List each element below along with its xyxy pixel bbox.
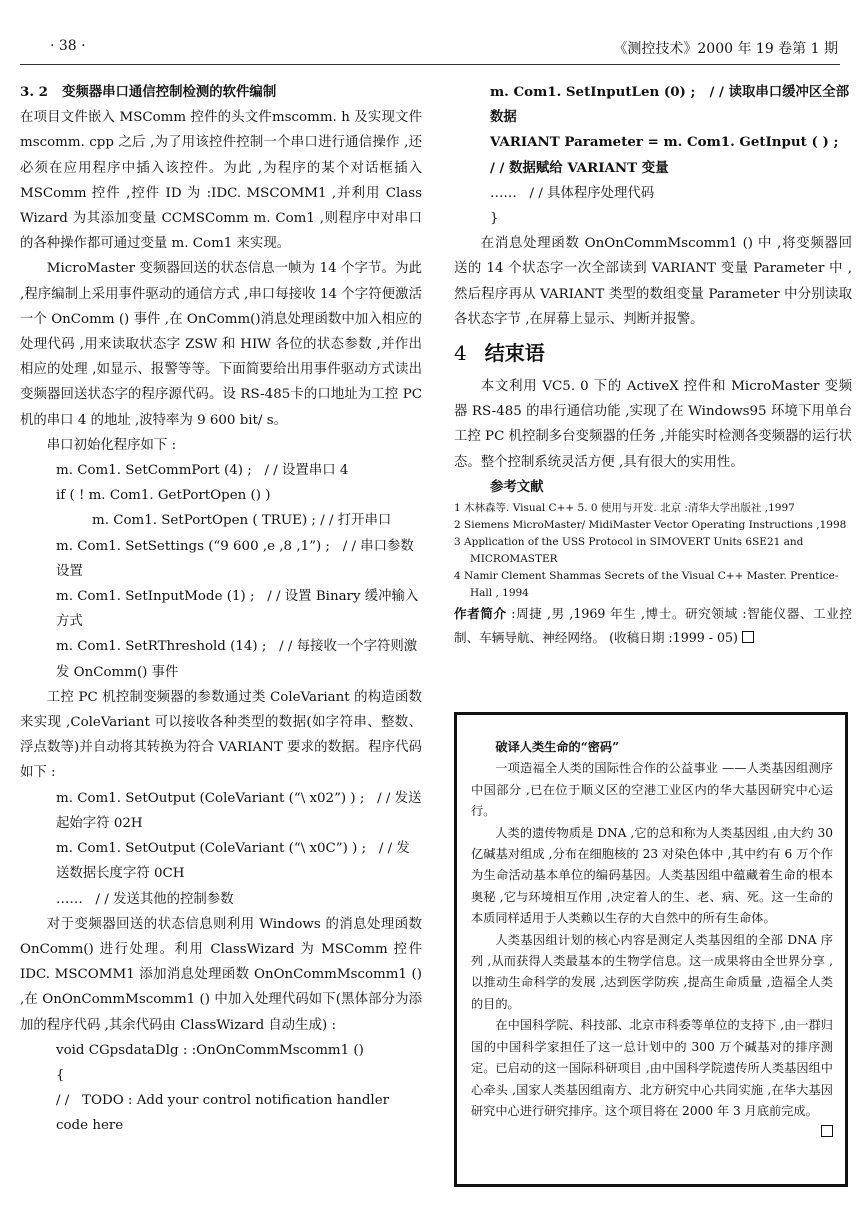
left-column <box>20 80 422 1139</box>
box-title: 破译人类生命的“密码” <box>495 740 620 754</box>
box-end <box>471 1122 833 1143</box>
code-line: m. Com1. SetInputLen (0) ; / / 读取串口缓冲区全部数据 <box>490 84 850 126</box>
box-paragraph: 在中国科学院、科技部、北京市科委等单位的支持下 ,由一群归国的中国科学家担任了这一总计划中的 300 万个碱基对的排序测定。已启动的这一国际科研项目 ,由中国科学院遗传所人类基因组中心牵头 ,国家人类基因组南方、北方研究中心共同实施 ,在华大基因研究中心进行研究排序。这个项目将在 2000 年 3 月底前完成。 <box>471 1018 833 1118</box>
box-paragraph: 一项造福全人类的国际性合作的公益事业 ——人类基因组测序中国部分 ,已在位于顺义区的空港工业区内的华大基因研究中心运行。 <box>471 761 833 819</box>
conclusion-heading <box>454 336 852 370</box>
code-line: …… / / 发送其他的控制参数 <box>56 891 234 907</box>
section-title: 变频器串口通信控制检测的软件编制 <box>61 84 277 100</box>
code-line: } <box>490 211 499 227</box>
code-line: / / TODO : Add your control notification handler code here <box>56 1093 394 1134</box>
paragraph: 串口初始化程序如下 : <box>46 437 177 453</box>
conclusion-text: 本文利用 VC5. 0 下的 ActiveX 控件和 MicroMaster 变频器 RS-485 的串行通信功能 ,实现了在 Windows95 环境下用单台工控 PC 机控制多台变频器的任务 ,并能实时检测各变频器的运行状态。整个控制系统灵活方便 ,具有很大的实用性。 <box>454 379 852 470</box>
code-line: m. Com1. SetOutput (ColeVariant (“\ x0C”) ) ; / / 发送数据长度字符 0CH <box>56 841 410 882</box>
right-column <box>454 80 852 650</box>
end-square-icon <box>742 631 754 643</box>
references-title: 参考文献 <box>490 478 544 495</box>
reference-item: 1 木林森等. Visual C++ 5. 0 使用与开发. 北京 :清华大学出版社 ,1997 <box>454 502 795 515</box>
section-heading <box>20 80 422 105</box>
author-bio <box>454 602 852 650</box>
section-number: 3. 2 <box>20 84 48 100</box>
code-line: …… / / 具体程序处理代码 <box>490 185 655 201</box>
code-line: { <box>56 1067 65 1083</box>
page-header <box>20 38 840 65</box>
conclusion-title: 结束语 <box>484 341 545 366</box>
code-line: void CGpsdataDlg : :OnOnCommMscomm1 () <box>56 1042 364 1058</box>
received-date: (收稿日期 :1999 - 05) <box>609 630 738 646</box>
paragraph: MicroMaster 变频器回送的状态信息一帧为 14 个字节。为此 ,程序编制上采用事件驱动的通信方式 ,串口每接收 14 个字符便激活一个 OnComm () 事件 ,在 OnComm()消息处理函数中加入相应的处理代码 ,用来读取状态字 ZSW 和 HIW 各位的状态参数 ,并作出相应的处理 ,如显示、报警等等。下面简要给出用事件驱动方式读出变频器回送状态字的程序源代码。设 RS-485卡的口地址为工控 PC 机的串口 4 的地址 ,波特率为 9 600 bit/ s。 <box>20 261 422 428</box>
code-line: m. Com1. SetPortOpen ( TRUE) ; / / 打开串口 <box>92 513 392 529</box>
paragraph: 对于变频器回送的状态信息则利用 Windows 的消息处理函数 OnComm() 进行处理。利用 ClassWizard 为 MSComm 控件 IDC. MSCOMM1 添加消息处理函数 OnOnCommMscomm1 () ,在 OnOnCommMscomm1 () 中加入处理代码如下(黑体部分为添加的程序代码 ,其余代码由 ClassWizard 自动生成) : <box>20 916 422 1033</box>
code-line: m. Com1. SetRThreshold (14) ; / / 每接收一个字符则激发 OnComm() 事件 <box>56 639 418 680</box>
paragraph: 在消息处理函数 OnOnCommMscomm1 () 中 ,将变频器回送的 14 个状态字一次全部读到 VARIANT 变量 Parameter 中 ,然后程序再从 VARIANT 类型的数组变量 Parameter 中分别读取各状态字节 ,在屏幕上显示、判断并报警。 <box>454 236 852 327</box>
paragraph: 工控 PC 机控制变频器的参数通过类 ColeVariant 的构造函数来实现 ,ColeVariant 可以接收各种类型的数据(如字符串、整数、浮点数等)并自动将其转换为符合 VARIANT 要求的数据。程序代码如下 : <box>20 689 422 781</box>
conclusion-number: 4 <box>454 341 467 366</box>
code-line: m. Com1. SetSettings (“9 600 ,e ,8 ,1”) ; / / 串口参数设置 <box>56 538 414 579</box>
author-text: :周捷 ,男 ,1969 年生 ,博士。研究领域 :智能仪器、工业控制、车辆导航、神经网络。 <box>454 606 852 646</box>
reference-item: 2 Siemens MicroMaster/ MidiMaster Vector Operating Instructions ,1998 <box>454 519 847 532</box>
page-number: · 38 · <box>50 38 86 54</box>
sidebar-box <box>454 712 848 1187</box>
paragraph: 在项目文件嵌入 MSComm 控件的头文件mscomm. h 及实现文件 mscomm. cpp 之后 ,为了用该控件控制一个串口进行通信操作 ,还必须在应用程序中插入该控件。为此 ,为程序的某个对话框插入 MSComm 控件 ,控件 ID 为 :IDC. MSCOMM1 ,并利用 Class Wizard 为其添加变量 CCMSComm m. Com1 ,则程序中对串口的各种操作都可通过变量 m. Com1 来实现。 <box>20 110 422 252</box>
code-line: if ( ! m. Com1. GetPortOpen () ) <box>56 488 271 504</box>
author-label: 作者简介 <box>454 606 507 622</box>
code-line: m. Com1. SetCommPort (4) ; / / 设置串口 4 <box>56 463 349 479</box>
reference-item: 3 Application of the USS Protocol in SIMOVERT Units 6SE21 and MICROMASTER <box>454 536 804 566</box>
box-paragraph: 人类的遗传物质是 DNA ,它的总和称为人类基因组 ,由大约 30 亿碱基对组成 ,分布在细胞核的 23 对染色体中 ,其中约有 6 万个作为生命活动基本单位的编码基因。人类基因组中蕴藏着生命的根本奥秘 ,它与环境相互作用 ,决定着人的生、老、病、死。这一生命的本质同样适用于人类赖以生存的大自然中的所有生命体。 <box>471 825 833 926</box>
box-paragraph: 人类基因组计划的核心内容是测定人类基因组的全部 DNA 序列 ,从而获得人类最基本的生物学信息。这一成果将由全世界分享 ,以推动生命科学的发展 ,达到医学防疾 ,提高生命质量 ,造福全人类的目的。 <box>471 932 833 1011</box>
code-line: VARIANT Parameter = m. Com1. GetInput ( ) ; / / 数据赋给 VARIANT 变量 <box>490 134 853 176</box>
code-line: m. Com1. SetOutput (ColeVariant (“\ x02”) ) ; / / 发送起始字符 02H <box>56 790 422 831</box>
reference-item: 4 Namir Clement Shammas Secrets of the Visual C++ Master. Prentice-Hall , 1994 <box>454 570 839 600</box>
journal-title: 《测控技术》2000 年 19 卷第 1 期 <box>613 41 838 57</box>
reference-list <box>454 500 852 602</box>
end-square-icon <box>821 1125 833 1137</box>
code-line: m. Com1. SetInputMode (1) ; / / 设置 Binary 缓冲输入方式 <box>56 589 419 630</box>
